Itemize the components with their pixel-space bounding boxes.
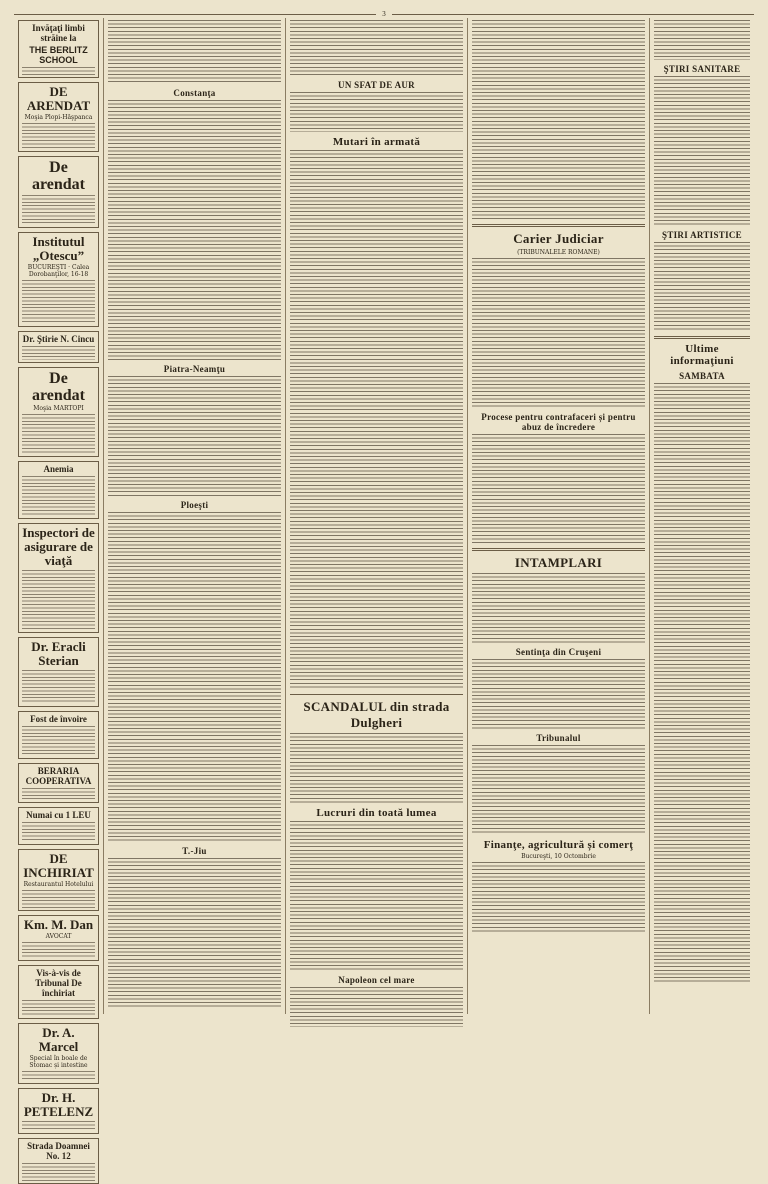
- ad-body-text: [22, 670, 95, 704]
- divider: [472, 548, 645, 551]
- ad-title: Inspectori de asigurare de viaţă: [22, 525, 95, 568]
- section-heading: T.-Jiu: [182, 846, 207, 856]
- ad-numai-1-leu: [18, 807, 99, 845]
- divider: [290, 694, 463, 695]
- ad-body-text: [22, 788, 95, 800]
- ad-title: De arendat: [31, 159, 86, 193]
- ad-body-text: [22, 414, 95, 454]
- column-latest-news: [650, 18, 754, 1014]
- section-subtitle: Bucureşti, 10 Octombrie: [521, 853, 596, 860]
- ad-beraria: [18, 763, 99, 803]
- article-text: [290, 150, 463, 690]
- ad-title: Dr. A. Marcel: [38, 1025, 79, 1054]
- ad-strada-doamnei: [18, 1138, 99, 1184]
- article-text: [290, 821, 463, 971]
- article-text: [108, 20, 281, 84]
- article-text: [472, 745, 645, 835]
- article-text: [472, 434, 645, 544]
- ad-body-text: [22, 570, 95, 630]
- ad-avocat-dan: [18, 915, 99, 961]
- ad-title: Dr. Ştirie N. Cincu: [22, 334, 95, 344]
- ad-title: Strada Doamnei No. 12: [27, 1141, 90, 1161]
- ad-name: THE BERLITZ SCHOOL: [29, 45, 88, 65]
- ad-body-text: [22, 942, 95, 958]
- ad-berlitz: [18, 20, 99, 78]
- ad-title: Vis-à-vis de Tribunal De închiriat: [35, 968, 82, 998]
- section-heading: Carier Judiciar: [513, 231, 604, 246]
- section-heading: SCANDALUL din strada Dulgheri: [303, 699, 450, 730]
- article-text: [472, 258, 645, 408]
- section-heading: Tribunalul: [536, 733, 581, 743]
- ad-title: De arendat: [31, 370, 86, 404]
- article-text: [108, 858, 281, 1008]
- ad-body-text: [22, 476, 95, 516]
- article-text: [472, 20, 645, 220]
- divider: [654, 336, 750, 339]
- article-text: [654, 76, 750, 226]
- ad-subtitle: Restaurantul Hotelului: [23, 881, 94, 888]
- ad-dr-sterian: [18, 637, 99, 707]
- ad-title: Institutul „Otescu”: [32, 234, 85, 263]
- ad-subtitle: Moşia MARTOPI: [33, 405, 84, 412]
- ad-body-text: [22, 280, 95, 324]
- ad-title: Fost de învoire: [30, 714, 87, 724]
- article-text: [654, 383, 750, 983]
- section-heading: Ploeşti: [180, 500, 209, 510]
- article-text: [472, 573, 645, 643]
- section-heading: Procese pentru contrafaceri și pentru abuz de încredere: [481, 412, 636, 432]
- section-heading: Mutari în armată: [332, 136, 421, 148]
- ad-body-text: [22, 67, 95, 75]
- ad-body-text: [22, 1071, 95, 1081]
- ad-body-text: [22, 346, 95, 360]
- ad-inspectori: [18, 523, 99, 633]
- ad-body-text: [22, 822, 95, 842]
- section-heading: Ultime informaţiuni: [670, 343, 734, 367]
- article-text: [108, 100, 281, 360]
- ad-title: Invăţaţi limbi străine la: [32, 23, 85, 43]
- ad-subtitle: AVOCAT: [45, 933, 72, 940]
- article-text: [290, 987, 463, 1027]
- section-heading: SAMBATA: [679, 371, 725, 381]
- ad-title: Numai cu 1 LEU: [26, 810, 91, 820]
- section-heading: Lucruri din toată lumea: [316, 807, 437, 819]
- article-text: [290, 20, 463, 76]
- article-text: [290, 92, 463, 132]
- article-text: [108, 376, 281, 496]
- ad-title: DE ARENDAT: [26, 84, 91, 113]
- article-text: [290, 733, 463, 803]
- section-heading: INTAMPLARI: [514, 555, 603, 570]
- ad-body-text: [22, 1163, 95, 1181]
- ad-body-text: [22, 1121, 95, 1131]
- ad-dr-marcel: [18, 1023, 99, 1084]
- article-text: [654, 20, 750, 60]
- ad-de-inchiriat: [18, 849, 99, 911]
- ad-subtitle: Special în boale de Stomac și intestine: [29, 1055, 88, 1069]
- page-number-rule: [0, 10, 768, 18]
- article-text: [472, 862, 645, 932]
- article-text: [472, 659, 645, 729]
- section-subtitle: (TRIBUNALELE ROMANE): [517, 249, 600, 256]
- ad-body-text: [22, 1000, 95, 1016]
- ad-institutul-otescu: [18, 232, 99, 327]
- ad-body-text: [22, 726, 95, 756]
- section-heading: ŞTIRI SANITARE: [663, 64, 741, 74]
- ad-subtitle: BUCUREŞTI · Calea Dorobanţilor, 16-18: [27, 264, 90, 278]
- ad-de-arendat-plopi: [18, 82, 99, 152]
- section-heading: Napoleon cel mare: [338, 975, 415, 985]
- ad-body-text: [22, 890, 95, 908]
- column-judiciary: [468, 18, 650, 1014]
- ad-fost-de-invoire: [18, 711, 99, 759]
- ad-subtitle: Moşia Plopi-Hăşpanca: [24, 114, 93, 121]
- ad-body-text: [22, 123, 95, 149]
- ad-de-arendat-martopi: [18, 367, 99, 457]
- page-number: 3: [376, 10, 392, 18]
- article-text: [108, 512, 281, 842]
- ad-title: Km. M. Dan: [23, 917, 94, 932]
- section-heading: Sentinţa din Cruşeni: [515, 647, 602, 657]
- ad-title: BERARIA COOPERATIVA: [25, 766, 92, 786]
- ad-vis-a-vis-tribunal: [18, 965, 99, 1019]
- ad-title: Dr. Eracli Sterian: [31, 639, 86, 668]
- ad-body-text: [22, 195, 95, 225]
- ad-dr-petelenz: [18, 1088, 99, 1134]
- article-text: [654, 242, 750, 332]
- column-provincial-news: [104, 18, 286, 1014]
- section-heading: Finanţe, agricultură și comerţ: [483, 839, 634, 851]
- ad-anemia: [18, 461, 99, 519]
- section-heading: Piatra-Neamţu: [163, 364, 226, 374]
- column-military-news: [286, 18, 468, 1014]
- ad-title: DE INCHIRIAT: [23, 851, 94, 880]
- section-heading: UN SFAT DE AUR: [338, 80, 415, 90]
- section-heading: ŞTIRI ARTISTICE: [662, 230, 742, 240]
- section-heading: Constanţa: [173, 88, 216, 98]
- divider: [472, 224, 645, 227]
- ad-dr-cincu: [18, 331, 99, 363]
- column-ads: [14, 18, 104, 1161]
- ad-title: Anemia: [43, 464, 74, 474]
- ad-title: Dr. H. PETELENZ: [23, 1090, 94, 1119]
- ad-de-arendat: [18, 156, 99, 228]
